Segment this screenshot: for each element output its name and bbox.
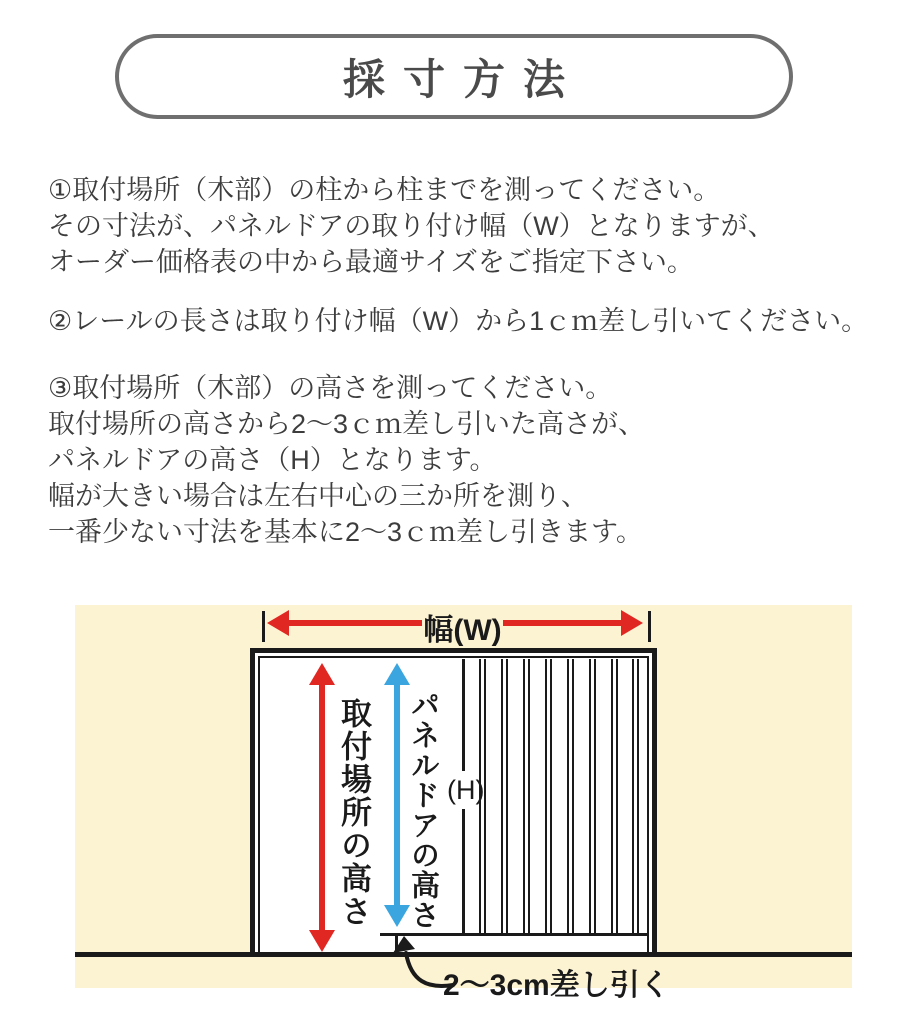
page-title: 採寸方法 xyxy=(342,55,583,103)
instruction-paragraph-1 xyxy=(48,172,775,280)
width-arrow-right-head xyxy=(621,610,643,636)
door-pleat xyxy=(611,659,618,933)
height-h-label: (H) xyxy=(447,775,485,805)
install-height-label: 取付場所の高さ xyxy=(336,697,371,928)
panel-height-arrow-shaft xyxy=(394,681,400,907)
door-leading-edge xyxy=(462,809,465,933)
instruction-paragraph-2 xyxy=(48,303,868,339)
instruction-line: 一番少ない寸法を基本に2～3ｃｍ差し引きます。 xyxy=(48,517,643,547)
door-pleat xyxy=(589,659,596,933)
door-pleat xyxy=(545,659,552,933)
measurement-diagram xyxy=(75,605,852,1002)
width-extension-tick-right xyxy=(648,611,651,642)
install-height-arrow-shaft xyxy=(319,681,325,931)
width-label: 幅(W) xyxy=(423,614,502,647)
door-pleat xyxy=(501,659,508,933)
instruction-line: オーダー価格表の中から最適サイズをご指定下さい。 xyxy=(48,247,694,277)
width-arrow-right-shaft xyxy=(503,620,623,626)
door-pleat xyxy=(567,659,574,933)
door-pleat xyxy=(632,659,639,933)
width-arrow-left-head xyxy=(267,610,289,636)
panel-height-label: パネルドアの高さ xyxy=(407,690,439,930)
title-banner xyxy=(115,34,793,119)
instruction-line: 取付場所の高さから2～3ｃｍ差し引いた高さが、 xyxy=(48,409,646,439)
door-pleat xyxy=(523,659,530,933)
instruction-line: 幅が大きい場合は左右中心の三か所を測り、 xyxy=(48,481,588,511)
install-height-arrow-bottom-head xyxy=(309,930,335,952)
instruction-line: パネルドアの高さ（H）となります。 xyxy=(48,445,497,475)
width-arrow-left-shaft xyxy=(287,620,422,626)
instruction-line: ①取付場所（木部）の柱から柱までを測ってください。 xyxy=(48,175,721,205)
door-leading-edge xyxy=(462,659,465,771)
door-pleat xyxy=(479,659,486,933)
instruction-line: ②レールの長さは取り付け幅（W）から1ｃｍ差し引いてください。 xyxy=(48,306,869,336)
instruction-line: その寸法が、パネルドアの取り付け幅（W）となりますが、 xyxy=(48,211,775,241)
instruction-paragraph-3 xyxy=(48,370,645,550)
offset-label: 2～3cm差し引く xyxy=(443,969,670,1002)
instruction-line: ③取付場所（木部）の高さを測ってください。 xyxy=(48,373,613,403)
width-extension-tick-left xyxy=(262,611,265,642)
